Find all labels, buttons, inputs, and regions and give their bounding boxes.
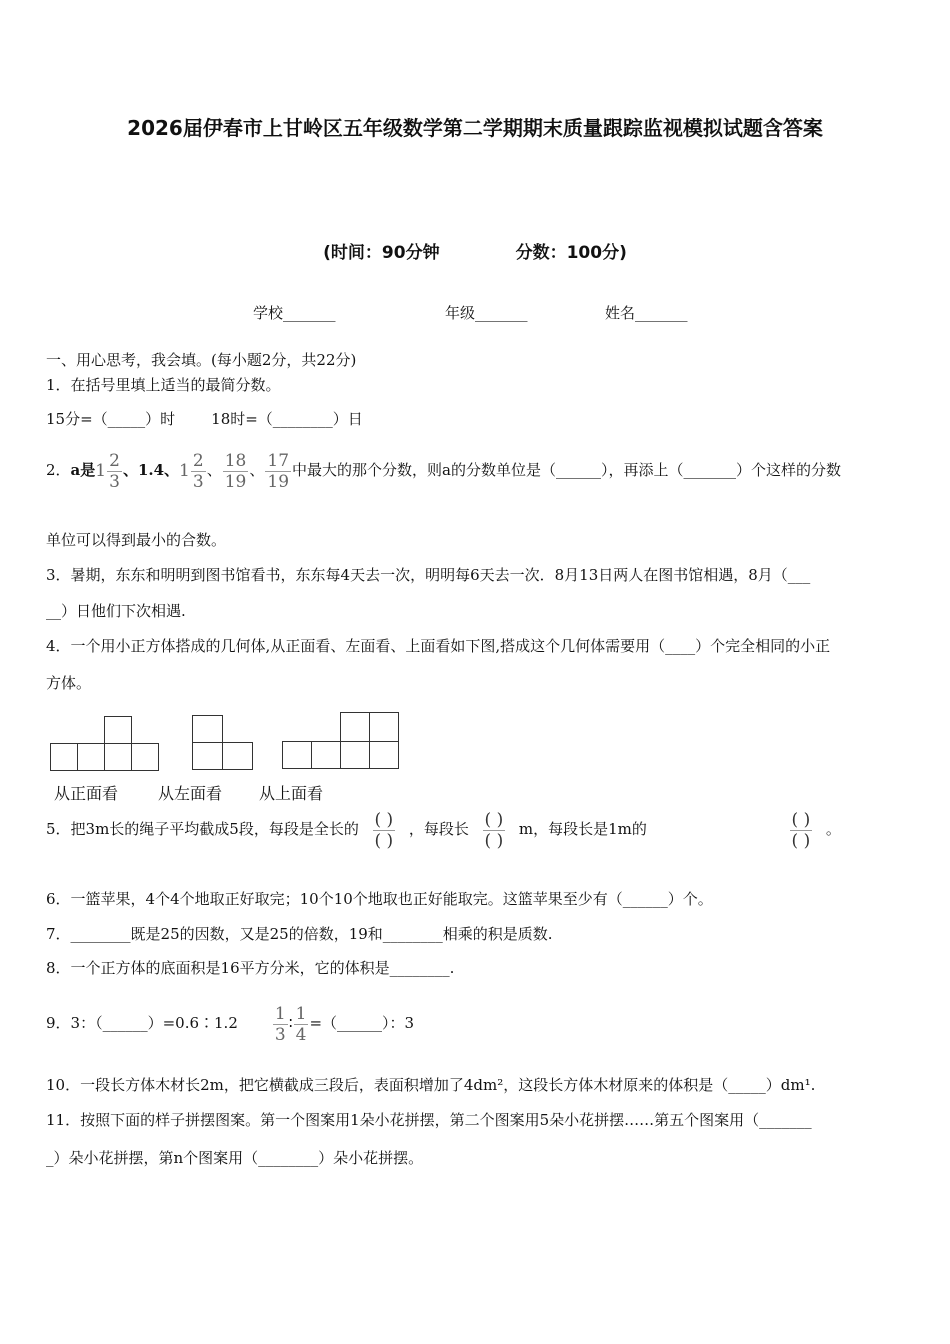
q5-text: 5．把3m长的绳子平均截成5段，每段是全长的 xyxy=(46,820,359,838)
q9-text: 9．3：（______）=0.6∶1.2 xyxy=(46,1014,238,1032)
numerator: 17 xyxy=(267,450,290,471)
q2-text: 、 xyxy=(206,461,222,479)
question-4-line2: 方体。 xyxy=(46,674,92,692)
caption-top: 从上面看 xyxy=(259,784,324,803)
denominator: ( ) xyxy=(374,830,394,851)
page-title: 2026届伊春市上甘岭区五年级数学第二学期期末质量跟踪监视模拟试题含答案 xyxy=(127,116,823,140)
denominator: 4 xyxy=(295,1024,307,1045)
fraction xyxy=(265,451,291,492)
q-number: 2． xyxy=(46,461,71,479)
school-field: 学校_______ xyxy=(253,304,336,322)
mixed-whole: 1 xyxy=(95,461,107,481)
caption-front: 从正面看 xyxy=(54,784,119,803)
numerator: ( ) xyxy=(374,809,394,830)
question-3: 3．暑期，东东和明明到图书馆看书，东东每4天去一次，明明每6天去一次．8月13日两人在图书馆相遇，8月（___ xyxy=(46,566,811,584)
q2-text: 、 xyxy=(249,461,265,479)
q2-text: 中最大的那个分数，则a的分数单位是（______），再添上（_______）个这样的分数 xyxy=(292,461,841,479)
fraction xyxy=(294,1004,309,1045)
q9-text: =（______）：3 xyxy=(309,1014,415,1032)
q5-text: 。 xyxy=(825,820,841,838)
q1-part-b: 18时=（________）日 xyxy=(211,410,363,428)
q9-text: ∶ xyxy=(288,1014,293,1032)
q1-part-a: 15分=（_____）时 xyxy=(46,410,176,428)
question-9 xyxy=(46,995,414,1051)
denominator: 19 xyxy=(267,471,290,492)
time-label: (时间：90分钟 xyxy=(323,243,440,263)
fraction-blank[interactable] xyxy=(360,810,408,851)
caption-left: 从左面看 xyxy=(158,784,223,803)
fraction-blank[interactable] xyxy=(777,810,825,851)
question-2 xyxy=(46,448,841,493)
section-heading: 一、用心思考，我会填。(每小题2分，共22分) xyxy=(46,351,357,369)
numerator: 2 xyxy=(109,450,120,471)
question-11: 11．按照下面的样子拼摆图案。第一个图案用1朵小花拼摆，第二个图案用5朵小花拼摆……第五个图案用（_______ xyxy=(46,1111,812,1129)
denominator: ( ) xyxy=(791,830,811,851)
question-7: 7．________既是25的因数，又是25的倍数，19和________相乘的积是质数. xyxy=(46,925,553,943)
question-4: 4．一个用小正方体搭成的几何体,从正面看、左面看、上面看如下图,搭成这个几何体需要用（____）个完全相同的小正 xyxy=(46,637,831,655)
denominator: 3 xyxy=(109,471,120,492)
fraction xyxy=(107,451,122,492)
q2-text: a是 xyxy=(70,461,96,479)
q5-text: m，每段长是1m的 xyxy=(518,820,647,838)
question-8: 8．一个正方体的底面积是16平方分米，它的体积是________. xyxy=(46,959,455,977)
question-10: 10．一段长方体木材长2m，把它横截成三段后，表面积增加了4dm²，这段长方体木材原来的体积是（_____）dm¹. xyxy=(46,1076,816,1094)
q5-text: ，每段长 xyxy=(408,820,469,838)
numerator: ( ) xyxy=(484,809,504,830)
numerator: 1 xyxy=(274,1003,286,1024)
denominator: 19 xyxy=(224,471,247,492)
question-1-line2 xyxy=(46,409,363,429)
exam-meta xyxy=(0,238,950,263)
grade-field: 年级_______ xyxy=(445,304,528,322)
fraction xyxy=(223,451,249,492)
question-6: 6．一篮苹果，4个4个地取正好取完；10个10个地取也正好能取完。这篮苹果至少有（______）个。 xyxy=(46,890,713,908)
question-3-line2: __）日他们下次相遇. xyxy=(46,602,186,620)
fraction xyxy=(191,451,206,492)
name-field: 姓名_______ xyxy=(605,304,688,322)
question-11-line2: _）朵小花拼摆，第n个图案用（________）朵小花拼摆。 xyxy=(46,1149,424,1167)
score-label: 分数：100分) xyxy=(515,243,627,263)
question-1: 1．在括号里填上适当的最简分数。 xyxy=(46,376,281,394)
mixed-whole: 1 xyxy=(179,461,190,481)
denominator: ( ) xyxy=(484,830,504,851)
question-5 xyxy=(46,806,841,852)
fraction xyxy=(273,1004,288,1045)
numerator: 18 xyxy=(224,450,247,471)
denominator: 3 xyxy=(192,471,204,492)
question-2-line2: 单位可以得到最小的合数。 xyxy=(46,531,227,549)
denominator: 3 xyxy=(274,1024,286,1045)
numerator: ( ) xyxy=(791,809,811,830)
fraction-blank[interactable] xyxy=(470,810,518,851)
numerator: 1 xyxy=(295,1003,307,1024)
q2-text: 、1.4、 xyxy=(122,461,180,479)
numerator: 2 xyxy=(192,450,204,471)
